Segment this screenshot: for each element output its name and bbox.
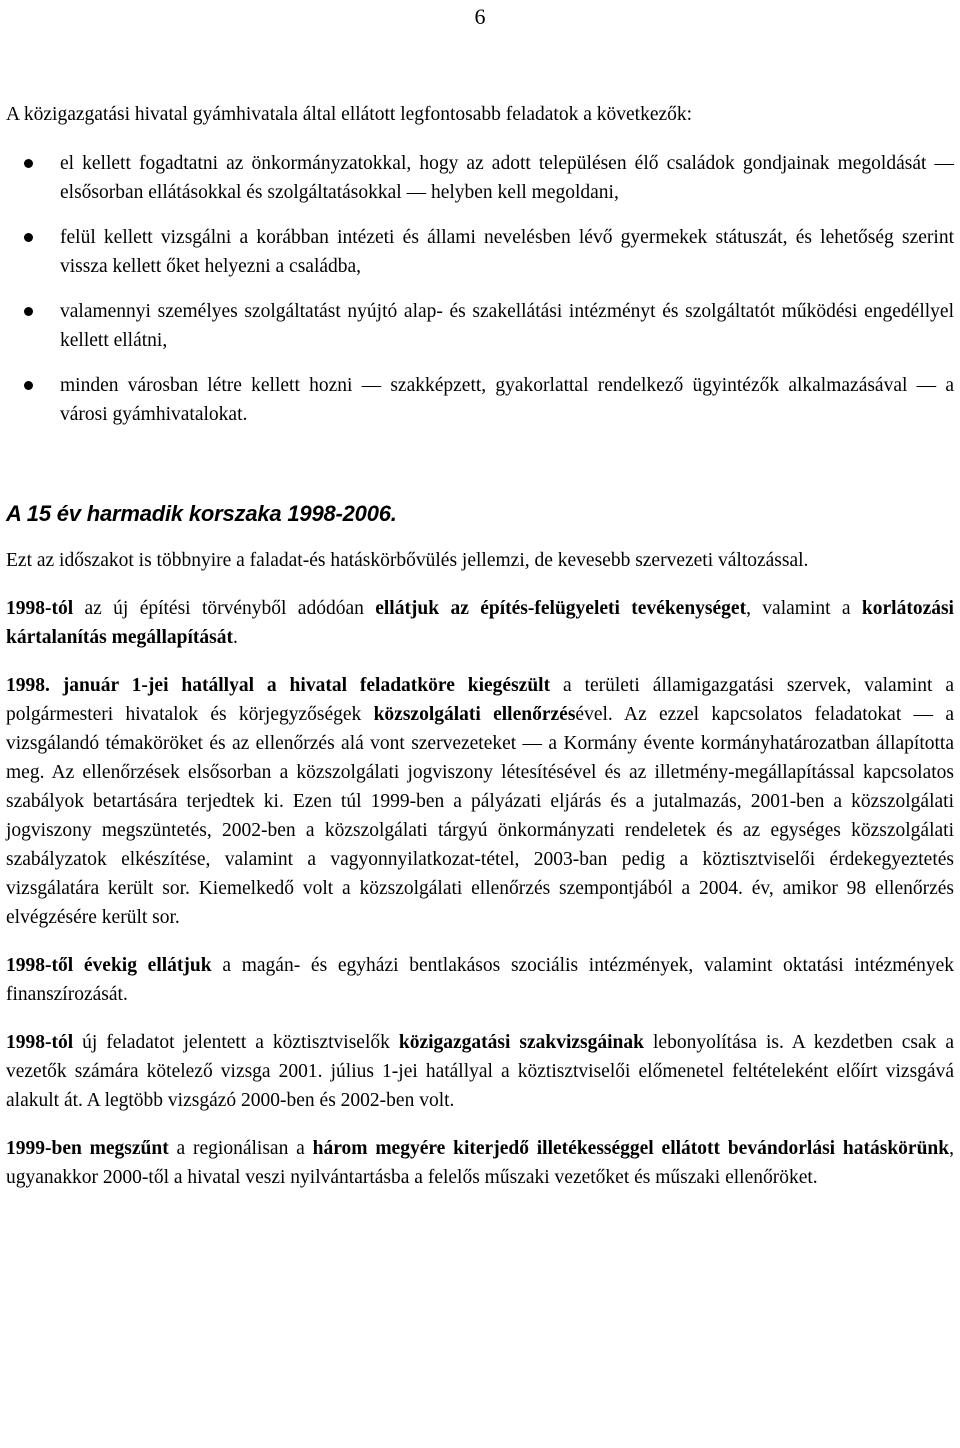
bold-phrase: három megyére kiterjedő illetékességgel ellátott bevándorlási hatáskörünk bbox=[312, 1138, 950, 1159]
bullet-icon bbox=[24, 307, 33, 316]
bold-phrase: korlátozási kártalanítás megállapítását bbox=[6, 598, 954, 648]
document-body bbox=[6, 100, 954, 1211]
bold-phrase: 1999-ben megszűnt bbox=[6, 1138, 169, 1159]
text-run: a területi államigazgatási szervek, valamint a polgármesteri hivatalok és körjegyzőségek bbox=[6, 675, 955, 725]
paragraph bbox=[6, 671, 954, 932]
bullet-icon bbox=[24, 159, 33, 168]
text-run: az új építési törvényből adódóan bbox=[73, 598, 376, 619]
bold-phrase: közszolgálati ellenőrzés bbox=[373, 704, 576, 725]
bold-phrase: 1998-tól bbox=[6, 1032, 74, 1053]
paragraph bbox=[6, 594, 954, 652]
list-item-text: valamennyi személyes szolgáltatást nyújtó alap- és szakellátási intézményt és szolgáltatót működési engedéllyel kellett ellátni, bbox=[60, 301, 954, 351]
text-run: a regionálisan a bbox=[168, 1138, 313, 1159]
text-run: , ugyanakkor 2000-től a hivatal veszi nyilvántartásba a felelős műszaki vezetőket és műszaki ellenőröket. bbox=[6, 1138, 954, 1188]
list-item-text: minden városban létre kellett hozni — szakképzett, gyakorlattal rendelkező ügyintézők alkalmazásával — a városi gyámhivatalokat. bbox=[60, 375, 954, 425]
text-run: lebonyolítása is. A kezdetben csak a vezetők számára kötelező vizsga 2001. július 1-jei hatállyal a köztisztviselői előmenetel feltételeként előírt vizsgává alakult át. A legtöbb vizsgázó 2000-ben és 2002-ben volt. bbox=[6, 1032, 954, 1111]
list-item-text: el kellett fogadtatni az önkormányzatokkal, hogy az adott településen élő családok gondjainak megoldását — elsősorban ellátásokkal és szolgáltatásokkal — helyben kell megoldani, bbox=[60, 153, 954, 203]
section-heading: A 15 év harmadik korszaka 1998-2006. bbox=[6, 501, 397, 526]
text-run: új feladatot jelentett a köztisztviselők bbox=[73, 1032, 399, 1053]
paragraph bbox=[6, 1134, 954, 1192]
text-run: . bbox=[232, 627, 238, 648]
bold-phrase: 1998-től évekig ellátjuk bbox=[6, 955, 212, 976]
list-item bbox=[6, 297, 954, 355]
page-number: 6 bbox=[474, 4, 486, 29]
paragraph bbox=[6, 951, 954, 1009]
paragraph bbox=[6, 1028, 954, 1115]
text-run: a magán- és egyházi bentlakásos szociális intézmények, valamint oktatási intézmények finanszírozását. bbox=[6, 955, 954, 1005]
text-run: ével. Az ezzel kapcsolatos feladatokat — a vizsgálandó témaköröket és az ellenőrzés alá vont szervezeteket — a Kormány évente kormányhatározatban állapította meg. Az ellenőrzések elsősorban a közszolgálati jogviszony létesítésével és az illetmény-megállapítással kapcsolatos szabályok betartására terjedtek ki. Ezen túl 1999-ben a pályázati eljárás és a jutalmazás, 2001-ben a közszolgálati jogviszony megszüntetés, 2002-ben a közszolgálati tárgyú önkormányzati rendeletek és az egységes közszolgálati szabályzatok elkészítése, valamint a vagyonnyilatkozat-tétel, 2003-ban pedig a köztisztviselői érdekegyeztetés vizsgálatára került sor. Kiemelkedő volt a közszolgálati ellenőrzés szempontjából a 2004. év, amikor 98 ellenőrzés elvégzésére került sor. bbox=[6, 704, 954, 928]
list-item-text: felül kellett vizsgálni a korábban intézeti és állami nevelésben lévő gyermekek státuszát, és lehetőség szerint vissza kellett őket helyezni a családba, bbox=[60, 227, 954, 277]
bold-phrase: ellátjuk az építés-felügyeleti tevékenységet bbox=[375, 598, 747, 619]
list-item bbox=[6, 149, 954, 207]
paragraph: Ezt az időszakot is többnyire a faladat-és hatáskörbővülés jellemzi, de kevesebb szervezeti változással. bbox=[6, 550, 809, 571]
bullet-icon bbox=[24, 233, 33, 242]
bold-phrase: 1998. január 1-jei hatállyal a hivatal feladatköre kiegészült bbox=[6, 675, 551, 696]
bullet-icon bbox=[24, 381, 33, 390]
bold-phrase: 1998-tól bbox=[6, 598, 74, 619]
task-list bbox=[6, 149, 954, 429]
list-item bbox=[6, 371, 954, 429]
text-run: , valamint a bbox=[746, 598, 862, 619]
bold-phrase: közigazgatási szakvizsgáinak bbox=[398, 1032, 645, 1053]
list-item bbox=[6, 223, 954, 281]
intro-paragraph: A közigazgatási hivatal gyámhivatala által ellátott legfontosabb feladatok a következők: bbox=[6, 104, 693, 125]
